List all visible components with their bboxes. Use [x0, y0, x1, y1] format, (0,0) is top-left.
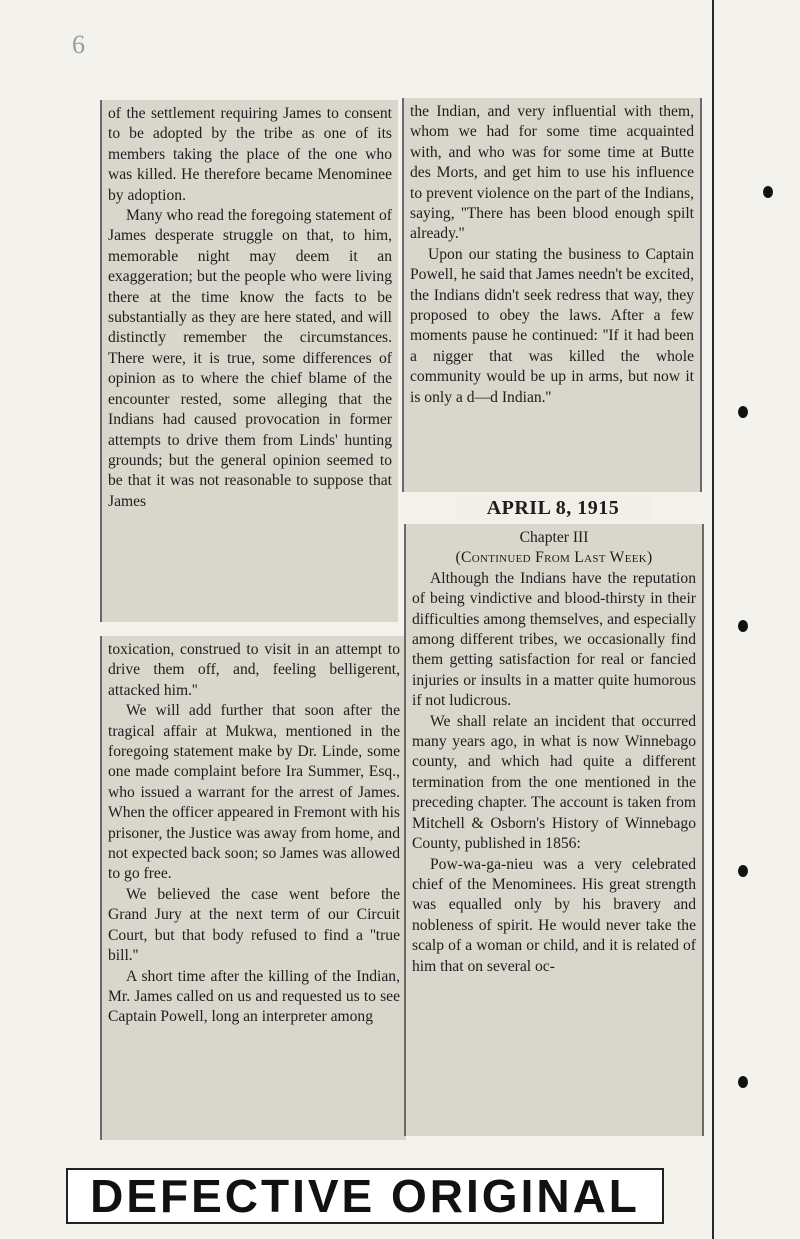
- clipping-left-bottom: [100, 636, 406, 1140]
- punch-hole-icon: [738, 406, 748, 418]
- punch-hole-icon: [738, 865, 748, 877]
- punch-hole-icon: [738, 620, 748, 632]
- clipping-right-top: [402, 98, 702, 492]
- paragraph: A short time after the killing of the Indian, Mr. James called on us and requested us to see Captain Powell, long an interpreter among: [108, 967, 400, 1026]
- page-number: 6: [72, 30, 85, 59]
- paragraph: Although the Indians have the reputation of being vindictive and blood-thirsty in their difficulties among themselves, and especially among different tribes, we occasionally find them getting satisfaction for real or fancied injuries or insults in a matter quite humorous if not ludicrous.: [412, 569, 696, 710]
- paragraph: toxication, construed to visit in an attempt to drive them off, and, feeling belligerent, attacked him.'': [108, 641, 400, 699]
- defective-original-stamp: DEFECTIVE ORIGINAL: [66, 1168, 664, 1224]
- paragraph: Many who read the foregoing statement of James desperate struggle on that, to him, memorable night may deem it an exaggeration; but the people who were living there at the time know the facts to be substantially as they are here stated, and will distinctly remember the circumstances. There were, it is true, some differences of opinion as to where the chief blame of the encounter rested, some alleging that the Indians had caused provocation in former attempts to drive them from Linds' hunting grounds; but the general opinion seemed to be that it was not reasonable to suppose that James: [108, 207, 392, 510]
- continued-note: (Continued From Last Week): [455, 549, 653, 567]
- paragraph: We will add further that soon after the tragical affair at Mukwa, mentioned in the foregoing statement make by Dr. Linde, some one made complaint before Ira Summer, Esq., who issued a warrant for the arrest of James. When the officer appeared in Fremont with his prisoner, the Justice was away from home, and not expected back soon; so James was allowed to go free.: [108, 702, 401, 883]
- paragraph: We believed the case went before the Grand Jury at the next term of our Circuit Court, but that body refused to find a ''true bill.'': [108, 885, 400, 965]
- page-edge-line: [712, 0, 714, 1239]
- chapter-heading: Chapter III: [519, 529, 589, 546]
- paragraph: the Indian, and very influential with them, whom we had for some time acquainted with, and who was for some time at Butte des Morts, and get him to use his influence to prevent violence on the part of the Indians, saying, ''There has been blood enough spilt already.'': [410, 103, 694, 243]
- paragraph: of the settlement requiring James to consent to be adopted by the tribe as one of its members taking the place of the one who was killed. He therefore became Menominee by adoption.: [108, 105, 392, 204]
- paragraph: Upon our stating the business to Captain Powell, he said that James needn't be excited, the Indians didn't seek redress that way, they proposed to obey the laws. After a few moments pause he continued: ''If it had been a nigger that was killed the whole community would be up in arms, but now it is only a d—d Indian.'': [410, 245, 694, 406]
- date-heading: APRIL 8, 1915: [455, 494, 651, 522]
- punch-hole-icon: [763, 186, 773, 198]
- paragraph: Pow-wa-ga-nieu was a very celebrated chief of the Menominees. His great strength was equalled only by his bravery and nobleness of spirit. He would never take the scalp of a woman or child, and it is related of him that on several oc-: [412, 855, 696, 975]
- clipping-left-top: [100, 100, 398, 622]
- clipping-right-bottom: [404, 524, 704, 1136]
- punch-hole-icon: [738, 1076, 748, 1088]
- paragraph: We shall relate an incident that occurred many years ago, in what is now Winnebago county, and which had quite a different termination from the one mentioned in the preceding chapter. The account is taken from Mitchell & Osborn's History of Winnebago County, published in 1856:: [412, 712, 696, 853]
